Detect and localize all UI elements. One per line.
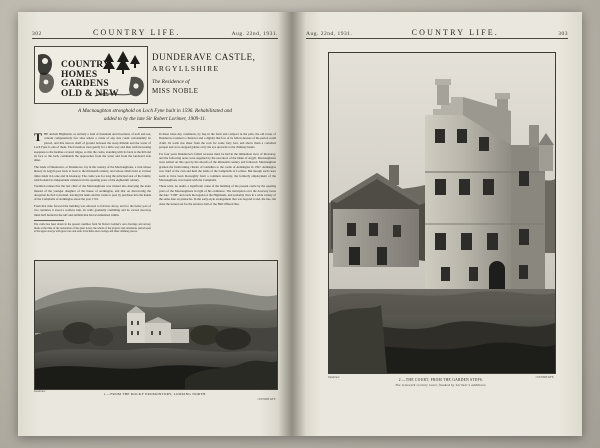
right-issue-date: Aug. 22nd, 1931. bbox=[306, 31, 353, 37]
article-county: ARGYLLSHIRE bbox=[152, 64, 220, 73]
body-paragraph: For four years Dunderave's fabled recesses must be had in the immediate view of Inveraray, and the following notes were supplied by the executors of the Duke of Argyll. Macnaughtons were settled on this spot by the shorofs of the thirteenth century and followed. Macnaughton granted the forthcoming charter of Glenshira to the castle of Ardkinglas in 1597. Ardkinglas was chief of the clan and held the lands of the Campbells of Lochaw. But though such cases seem to have been thoroughly from a common ancestry, the formerly employment of the Macnaughtons was bound with the Campbells. bbox=[159, 151, 276, 182]
castle-courtyard-photo bbox=[329, 53, 555, 373]
standfirst-divider bbox=[138, 127, 172, 128]
body-paragraph bbox=[34, 132, 151, 163]
drop-cap: T bbox=[34, 130, 43, 144]
masthead-line-2: HOMES bbox=[61, 69, 98, 80]
right-photo-credit-left: Dunderave bbox=[328, 376, 340, 379]
article-owner: MISS NOBLE bbox=[152, 87, 199, 96]
left-issue-date: Aug. 22nd, 1931. bbox=[231, 31, 278, 37]
article-body bbox=[34, 132, 276, 236]
footnote-rule bbox=[34, 220, 64, 221]
article-standfirst bbox=[34, 108, 276, 128]
right-photo-caption-main: 2.—THE COURT, FROM THE GARDEN STEPS. bbox=[398, 378, 484, 382]
right-photo-subcaption: The sixteenth century tower flanked by Lorimer's additions. bbox=[395, 383, 487, 387]
masthead-line-1: COUNTRY bbox=[61, 60, 111, 70]
right-running-head bbox=[306, 28, 568, 37]
left-head-rule bbox=[32, 38, 278, 39]
right-photo-plate bbox=[328, 52, 556, 374]
standfirst-line-2: added to by the late Sir Robert Lorimer, 1909-11. bbox=[103, 115, 207, 122]
left-publication-title: COUNTRY LIFE. bbox=[92, 28, 181, 37]
article-headline bbox=[152, 52, 276, 95]
standfirst-line-1: A Macnaughton stronghold on Loch Fyne built in 1596. Rehabilitated and bbox=[77, 108, 233, 114]
body-paragraph: Tradition relates that the last chief of the Macnaughtons was tricked into marrying the elder instead of the younger daughter of the house of Ardkinglas, and that on discovering the deception he fled to Ireland, leaving his lands and his castle to pass by purchase into the hands of the Campbells of Ardkinglas about the year 1710. bbox=[34, 184, 151, 202]
article-residence-of: The Residence of bbox=[152, 79, 190, 85]
masthead-line-4: OLD & NEW bbox=[61, 89, 119, 100]
left-folio: 302 bbox=[32, 31, 42, 37]
right-photo-credit-right: COUNTRY LIFE. bbox=[535, 376, 554, 379]
left-page bbox=[18, 12, 292, 436]
left-photo-plate bbox=[34, 260, 278, 390]
article-title: DUNDERAVE CASTLE, bbox=[152, 52, 256, 62]
footnote-text: The castle has been drawn in the present condition from Sir Robert Lorimer's own drawings and survey, made at the time of the restoration of the great tower, the whole of the projects and extensions period upon at the upper storeys with great care and taste. It includes door-casings and inner chimney-pieces. bbox=[34, 223, 151, 234]
masthead-ornament bbox=[34, 46, 148, 104]
body-paragraph: These texts, no doubt, a significant cause of the building of the present castle by the opening years of the Macnaughtons in right of his ordinance. The inscription over the doorway bears the date "1596" and reads the legend of the Highlands, and probably lives in a wide variety of the same date on pinnacles. In the early-style arrangement that was beyond it and, the late, the older the turned out for the entrance hall of the Hall Offered that. bbox=[159, 184, 276, 206]
magazine-spread bbox=[18, 12, 582, 436]
body-paragraph-text: HE ancient Highlands, so entirely a land of mountain and moorland, of loch and sea, contain comparatively few sites where a castle of any size could conveniently be placed, and this narrow shelf of ground between the steep hillside and the water of Loch Fyne is one of them. The foreshore rises gently for a little way and then with increasing steepness to the heather-covered ridges, so that the castle, standing with its back to the hill and its face to the loch, commands the approaches from the water and from the landward side alike. bbox=[34, 132, 151, 163]
left-photo-credit-right: COUNTRY LIFE. bbox=[257, 398, 276, 401]
body-column-2 bbox=[159, 132, 276, 236]
right-gutter-shadow bbox=[292, 12, 306, 436]
left-running-head bbox=[32, 28, 278, 37]
body-paragraph: The lands of Dunderave, or Dundarave, lay in the country of the Macnaughtons, a clan whose history in Argyll goes back at least to the thirteenth century, and whose chiefs held at various times lands in Lorne and in Glenaray. The castle was for long the principal seat of the family, which ended its independent existence in the opening years of the eighteenth century. bbox=[34, 164, 151, 182]
left-gutter-shadow bbox=[278, 12, 292, 436]
right-folio: 303 bbox=[558, 31, 568, 37]
right-head-rule bbox=[306, 38, 568, 39]
left-photo-credit-left: Dunderave bbox=[34, 390, 46, 393]
masthead-wordmark bbox=[61, 61, 143, 100]
castle-landscape-photo bbox=[35, 261, 277, 389]
body-paragraph: In these latter-day conditions, by hap in the form and compact in the plan, the old tower of Dunderave retained a character and a dignity that few of its fellow-houses of the period could claim. Its walls rise sheer from the rock for some forty feet, and above them a corbelled parapet and crow-stepped gables carry the eye upwards to the chimney heads. bbox=[159, 132, 276, 150]
right-page bbox=[292, 12, 582, 436]
right-publication-title: COUNTRY LIFE. bbox=[411, 28, 500, 37]
masthead-line-3: GARDENS bbox=[61, 79, 109, 90]
body-column-1 bbox=[34, 132, 151, 236]
right-photo-caption bbox=[328, 378, 554, 387]
left-photo-caption: 1.—FROM THE ROCKY PROMONTORY, LOOKING NORTH. bbox=[103, 392, 207, 396]
body-paragraph: From that time forward the building was allowed to fall into decay, and for the better part of two centuries it stood a roofless ruin, its walls gradually crumbling and its carved doorway lintel half buried in the turf and rubbish that had accumulated within. bbox=[34, 203, 151, 217]
